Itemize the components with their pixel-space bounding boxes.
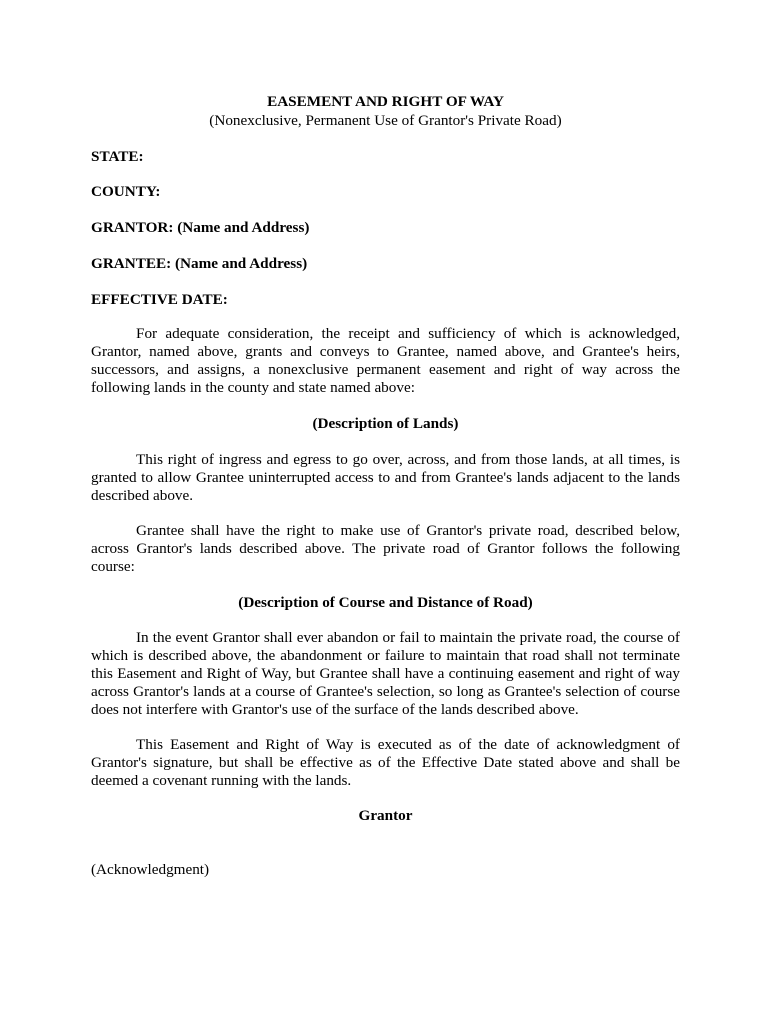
paragraph-execution: This Easement and Right of Way is executed as of the date of acknowledgment of Grantor's signature, but shall be effective as of the Effective Date stated above and shall be deemed a covenant running with the lands. [91,736,680,789]
heading-description-of-lands: (Description of Lands) [312,415,459,432]
paragraph-ingress-egress: This right of ingress and egress to go over, across, and from those lands, at all times, is granted to allow Grantee uninterrupted access to and from Grantee's lands adjacent to the lands described above. [91,451,680,504]
paragraph-grant: For adequate consideration, the receipt and sufficiency of which is acknowledged, Grantor, named above, grants and conveys to Grantee, named above, and Grantee's heirs, successors, and assigns, a nonexclusive permanent easement and right of way across the following lands in the county and state named above: [91,325,680,396]
field-grantee: GRANTEE: (Name and Address) [91,255,308,272]
paragraph-private-road: Grantee shall have the right to make use of Grantor's private road, described below, across Grantor's lands described above. The private road of Grantor follows the following course: [91,522,680,575]
paragraph-abandonment: In the event Grantor shall ever abandon or fail to maintain the private road, the course of which is described above, the abandonment or failure to maintain that road shall not terminate this Easement and Right of Way, but Grantee shall have a continuing easement and right of way across Grantor's lands at a course of Grantee's selection, so long as Grantee's selection of course does not interfere with Grantor's use of the surface of the lands described above. [91,629,680,718]
heading-description-of-road: (Description of Course and Distance of Road) [238,594,533,611]
signature-label-grantor: Grantor [358,807,413,824]
document-subtitle: (Nonexclusive, Permanent Use of Grantor's Private Road) [209,112,562,129]
field-effective-date: EFFECTIVE DATE: [91,291,228,308]
field-grantor: GRANTOR: (Name and Address) [91,219,310,236]
acknowledgment-label: (Acknowledgment) [91,861,210,878]
field-state: STATE: [91,148,144,165]
field-county: COUNTY: [91,183,161,200]
document-title: EASEMENT AND RIGHT OF WAY [267,93,504,110]
